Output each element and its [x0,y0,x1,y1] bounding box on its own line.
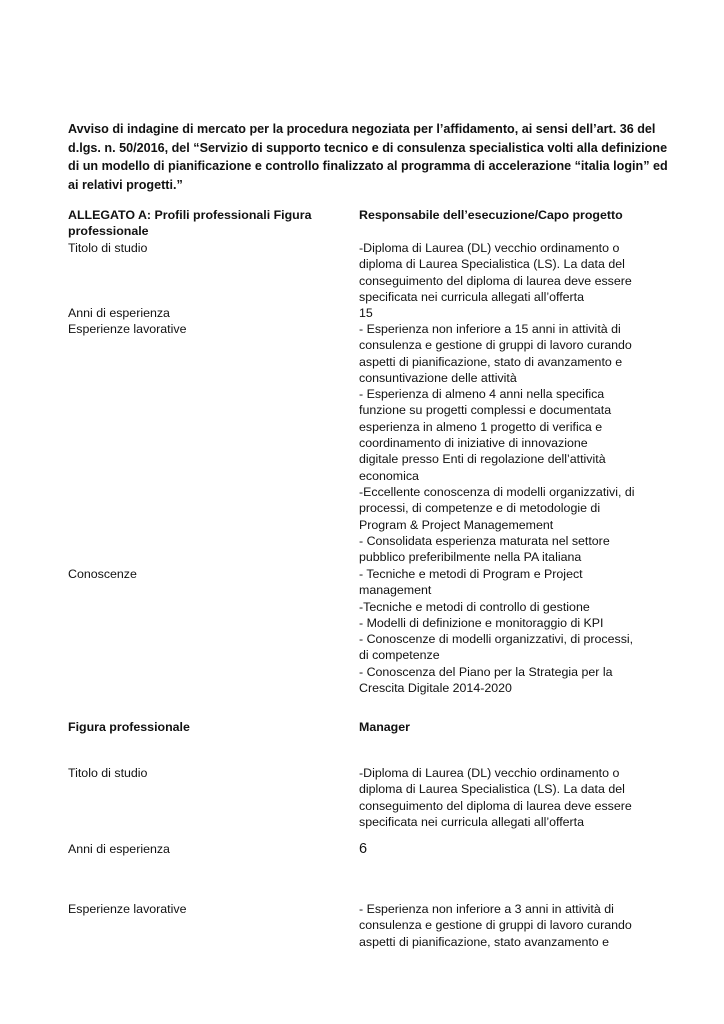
profile1-header-label [68,207,338,240]
value-line: -Diploma di Laurea (DL) vecchio ordinamento o [359,241,620,255]
value-line: economica [359,468,419,483]
value-line: - Esperienza di almeno 4 anni nella specifica [359,387,605,402]
anni-label: Anni di esperienza [68,306,170,320]
value-line: pubblico preferibilmente nella PA italiana [359,550,582,565]
header-label-line: professionale [68,224,149,239]
anni-label: Anni di esperienza [68,842,170,856]
value-line: - Conoscenze di modelli organizzativi, di processi, [359,632,634,647]
esperienze-label: Esperienze lavorative [68,322,187,336]
value-line: -Eccellente conoscenza di modelli organizzativi, di [359,484,635,499]
value-line: - Tecniche e metodi di Program e Project [359,567,583,581]
value-line: - Esperienza non inferiore a 3 anni in attività di [359,902,614,916]
value-line: diploma di Laurea Specialistica (LS). La data del [359,257,625,272]
conoscenze-value [359,566,649,696]
value-line: consulenza e gestione di gruppi di lavoro curando [359,338,632,353]
titolo-value [359,765,649,830]
value-line: consulenza e gestione di gruppi di lavoro curando [359,918,632,933]
value-line: digitale presso Enti di regolazione dell’attività [359,452,606,467]
value-line: consuntivazione delle attività [359,370,517,385]
anni-value: 6 [359,841,368,857]
value-line: -Tecniche e metodi di controllo di gestione [359,599,590,614]
value-line: management [359,583,432,598]
value-line: aspetti di pianificazione, stato di avanzamento e [359,354,623,369]
anni-value: 15 [359,306,373,320]
value-line: specificata nei curricula allegati all’offerta [359,289,584,304]
title-line: ai relativi progetti.” [68,177,183,192]
title-line: di un modello di pianificazione e controllo finalizzato al programma di accelerazione “italia login” ed [68,159,668,173]
value-line: Crescita Digitale 2014-2020 [359,681,512,696]
value-line: processi, di competenze e di metodologie di [359,501,601,516]
value-line: - Conoscenza del Piano per la Strategia per la [359,664,613,679]
value-line: - Consolidata esperienza maturata nel settore [359,533,610,548]
value-line: di competenze [359,648,440,663]
esperienze-label: Esperienze lavorative [68,902,187,916]
profile1-header-value: Responsabile dell’esecuzione/Capo progetto [359,208,623,222]
title-line: d.lgs. n. 50/2016, del “Servizio di supporto tecnico e di consulenza specialistica volti alla definizione [68,140,668,155]
profile2-header-value: Manager [359,720,410,734]
conoscenze-label: Conoscenze [68,567,137,581]
profile2-header-label: Figura professionale [68,720,190,734]
esperienze-value [359,321,649,565]
value-line: specificata nei curricula allegati all’offerta [359,814,584,829]
titolo-label: Titolo di studio [68,241,148,255]
document-title [68,120,668,194]
esperienze-value [359,901,649,950]
value-line: funzione su progetti complessi e documentata [359,403,612,418]
value-line: aspetti di pianificazione, stato avanzamento e [359,934,610,949]
value-line: diploma di Laurea Specialistica (LS). La data del [359,782,625,797]
value-line: Program & Project Managemement [359,517,554,532]
value-line: coordinamento di iniziative di innovazione [359,436,588,451]
value-line: esperienza in almeno 1 progetto di verifica e [359,419,603,434]
header-label-line: ALLEGATO A: Profili professionali Figura [68,208,312,222]
value-line: conseguimento del diploma di laurea deve essere [359,273,632,288]
value-line: conseguimento del diploma di laurea deve essere [359,798,632,813]
titolo-value [359,240,649,305]
value-line: -Diploma di Laurea (DL) vecchio ordinamento o [359,766,620,780]
title-line: Avviso di indagine di mercato per la procedura negoziata per l’affidamento, ai sensi dell’art. 36 del [68,122,656,136]
value-line: - Esperienza non inferiore a 15 anni in attività di [359,322,621,336]
titolo-label: Titolo di studio [68,766,148,780]
value-line: - Modelli di definizione e monitoraggio di KPI [359,615,604,630]
